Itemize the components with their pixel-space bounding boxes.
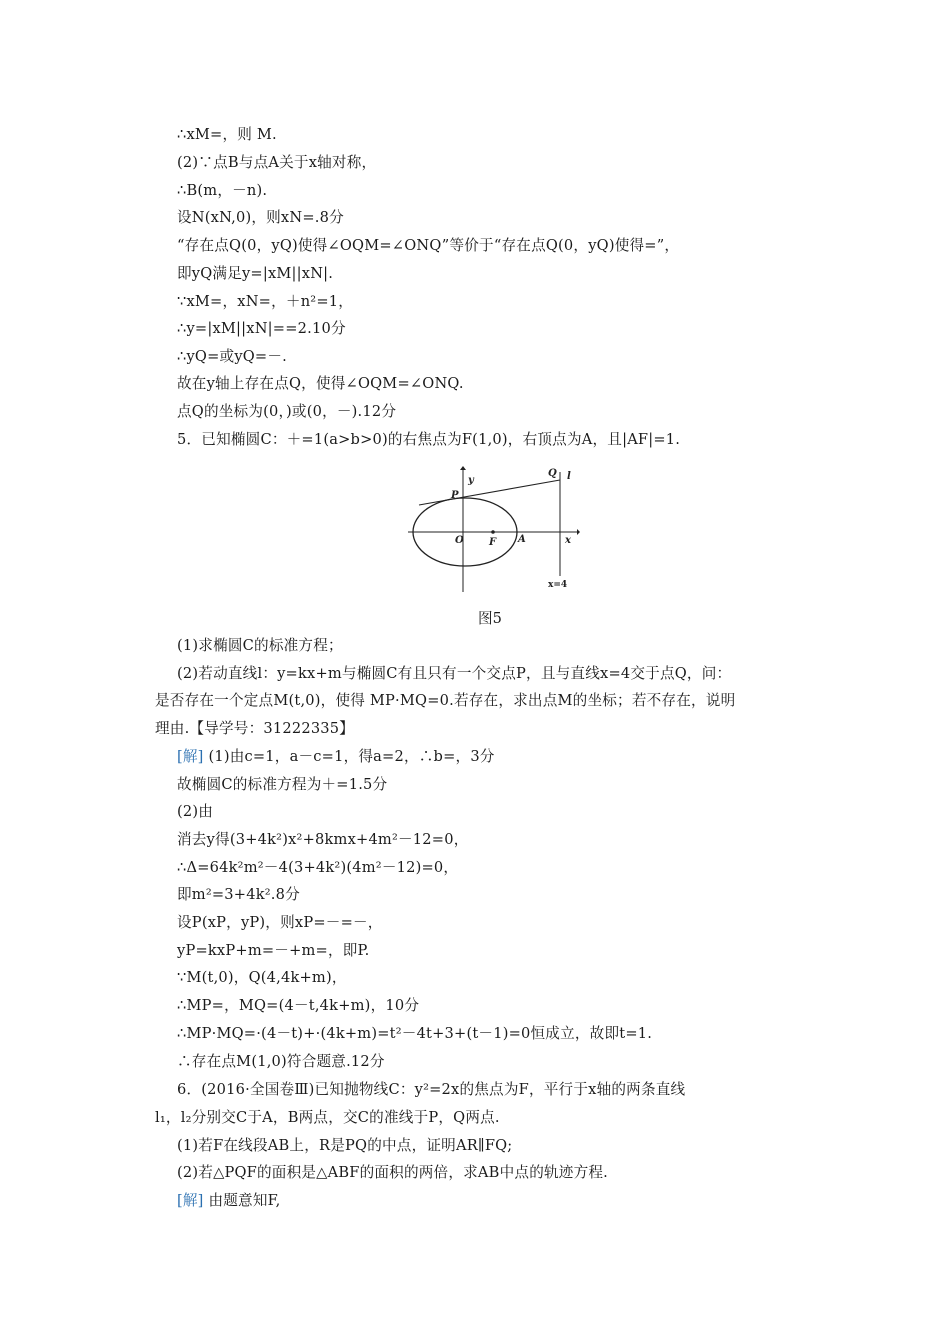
y-axis-arrow bbox=[460, 466, 466, 470]
focus-point bbox=[491, 530, 495, 534]
text-line: 设N(xN,0)，则xN=.8分 bbox=[177, 209, 344, 226]
text-line: ∴xM=，则 M. bbox=[177, 126, 277, 143]
text-line: ∴MP·MQ=·(4－t)+·(4k+m)=t²－4t+3+(t－1)=0恒成立，故即t=1. bbox=[177, 1025, 653, 1042]
text-line: (2)若△PQF的面积是△ABF的面积的两倍，求AB中点的轨迹方程. bbox=[177, 1164, 608, 1181]
problem-6-statement: 6．(2016·全国卷Ⅲ)已知抛物线C：y²=2x的焦点为F，平行于x轴的两条直线 bbox=[177, 1081, 686, 1098]
text-line: 消去y得(3+4k²)x²+8kmx+4m²－12=0， bbox=[177, 831, 469, 848]
text-line: 设P(xP，yP)，则xP=－=－， bbox=[177, 914, 383, 931]
text-line: 理由.【导学号：31222335】 bbox=[155, 720, 355, 737]
text-line: (2)由 bbox=[177, 803, 214, 820]
x-axis-arrow bbox=[577, 529, 580, 535]
text-line: ∴存在点M(1,0)符合题意.12分 bbox=[177, 1053, 385, 1070]
solution-line: [解] (1)由c=1，a－c=1，得a=2，∴b=，3分 bbox=[177, 748, 495, 765]
text-line: ∵xM=，xN=，＋n²=1， bbox=[177, 293, 354, 310]
text-line: 即m²=3+4k².8分 bbox=[177, 886, 300, 903]
text-line: 即yQ满足y=|xM||xN|. bbox=[177, 265, 334, 282]
solution-line: [解] 由题意知F, bbox=[177, 1192, 281, 1209]
text-line: ∴B(m，－n). bbox=[177, 182, 268, 199]
text-line: (1)求椭圆C的标准方程； bbox=[177, 637, 343, 654]
text-line: ∵M(t,0)，Q(4,4k+m)， bbox=[177, 969, 347, 986]
text-line: 是否存在一个定点M(t,0)，使得 MP·MQ=0.若存在，求出点M的坐标；若不存在，说明 bbox=[155, 692, 736, 709]
jie-label: [解] bbox=[177, 748, 204, 765]
label-F: F bbox=[489, 537, 497, 548]
label-O: O bbox=[455, 535, 464, 546]
text-line: ∴MP=，MQ=(4－t,4k+m)，10分 bbox=[177, 997, 420, 1014]
figure-caption: 图5 bbox=[478, 610, 502, 627]
label-Q: Q bbox=[548, 468, 557, 479]
text-line: (2)若动直线l：y=kx+m与椭圆C有且只有一个交点P，且与直线x=4交于点Q，问： bbox=[177, 665, 732, 682]
text-line: (2)∵点B与点A关于x轴对称， bbox=[177, 154, 377, 171]
jie-label: [解] bbox=[177, 1192, 204, 1209]
text-line: (1)若F在线段AB上，R是PQ的中点，证明AR∥FQ; bbox=[177, 1137, 513, 1154]
text-line: 故椭圆C的标准方程为＋=1.5分 bbox=[177, 776, 388, 793]
ellipse-figure bbox=[405, 466, 580, 594]
problem-5-statement: 5．已知椭圆C：＋=1(a>b>0)的右焦点为F(1,0)，右顶点为A，且|AF|=1. bbox=[177, 431, 681, 448]
text-line: 点Q的坐标为(0，)或(0，－).12分 bbox=[177, 403, 397, 420]
text-line: ∴yQ=或yQ=－. bbox=[177, 348, 287, 365]
text-line: ∴y=|xM||xN|==2.10分 bbox=[177, 320, 346, 337]
label-P: P bbox=[451, 490, 459, 501]
label-y: y bbox=[468, 475, 474, 486]
label-A: A bbox=[518, 534, 526, 545]
label-l: l bbox=[567, 471, 571, 482]
text-line: l₁，l₂分别交C于A，B两点，交C的准线于P，Q两点. bbox=[155, 1109, 500, 1126]
label-x-equals-4: x=4 bbox=[548, 580, 568, 590]
text-line: 故在y轴上存在点Q，使得∠OQM=∠ONQ. bbox=[177, 375, 464, 392]
label-x: x bbox=[565, 535, 571, 546]
text-line: ∴Δ=64k²m²－4(3+4k²)(4m²－12)=0， bbox=[177, 859, 459, 876]
text-line: yP=kxP+m=－+m=，即P. bbox=[177, 942, 370, 959]
text-line: “存在点Q(0，yQ)使得∠OQM=∠ONQ”等价于“存在点Q(0，yQ)使得=”， bbox=[177, 237, 680, 254]
